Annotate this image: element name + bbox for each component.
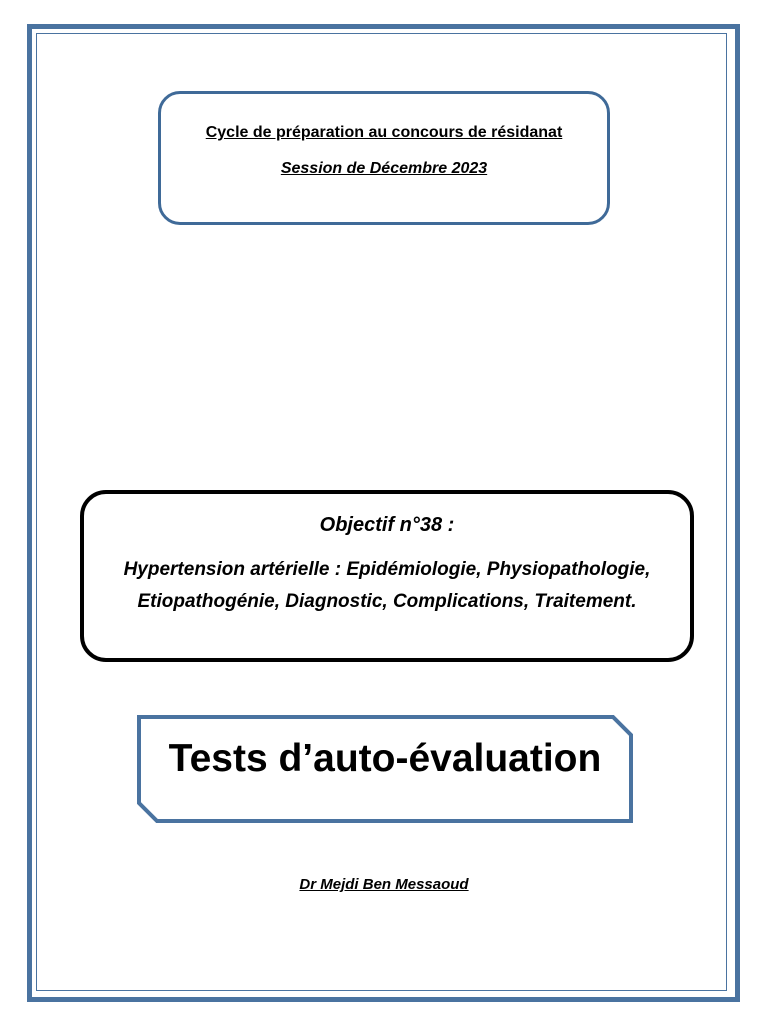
objective-description: Hypertension artérielle : Epidémiologie, Physiopathologie, Etiopathogénie, Diagnostic, Complications, Traitement. [123, 559, 651, 612]
header-session: Session de Décembre 2023 [280, 160, 488, 177]
objective-box [80, 490, 694, 662]
header-box [158, 91, 610, 225]
author-name: Dr Mejdi Ben Messaoud [299, 876, 469, 893]
tests-box [137, 715, 633, 823]
header-course-title: Cycle de préparation au concours de résidanat [205, 124, 563, 141]
tests-title: Tests d’auto-évaluation [168, 737, 602, 780]
objective-title: Objectif n°38 : [319, 514, 455, 536]
